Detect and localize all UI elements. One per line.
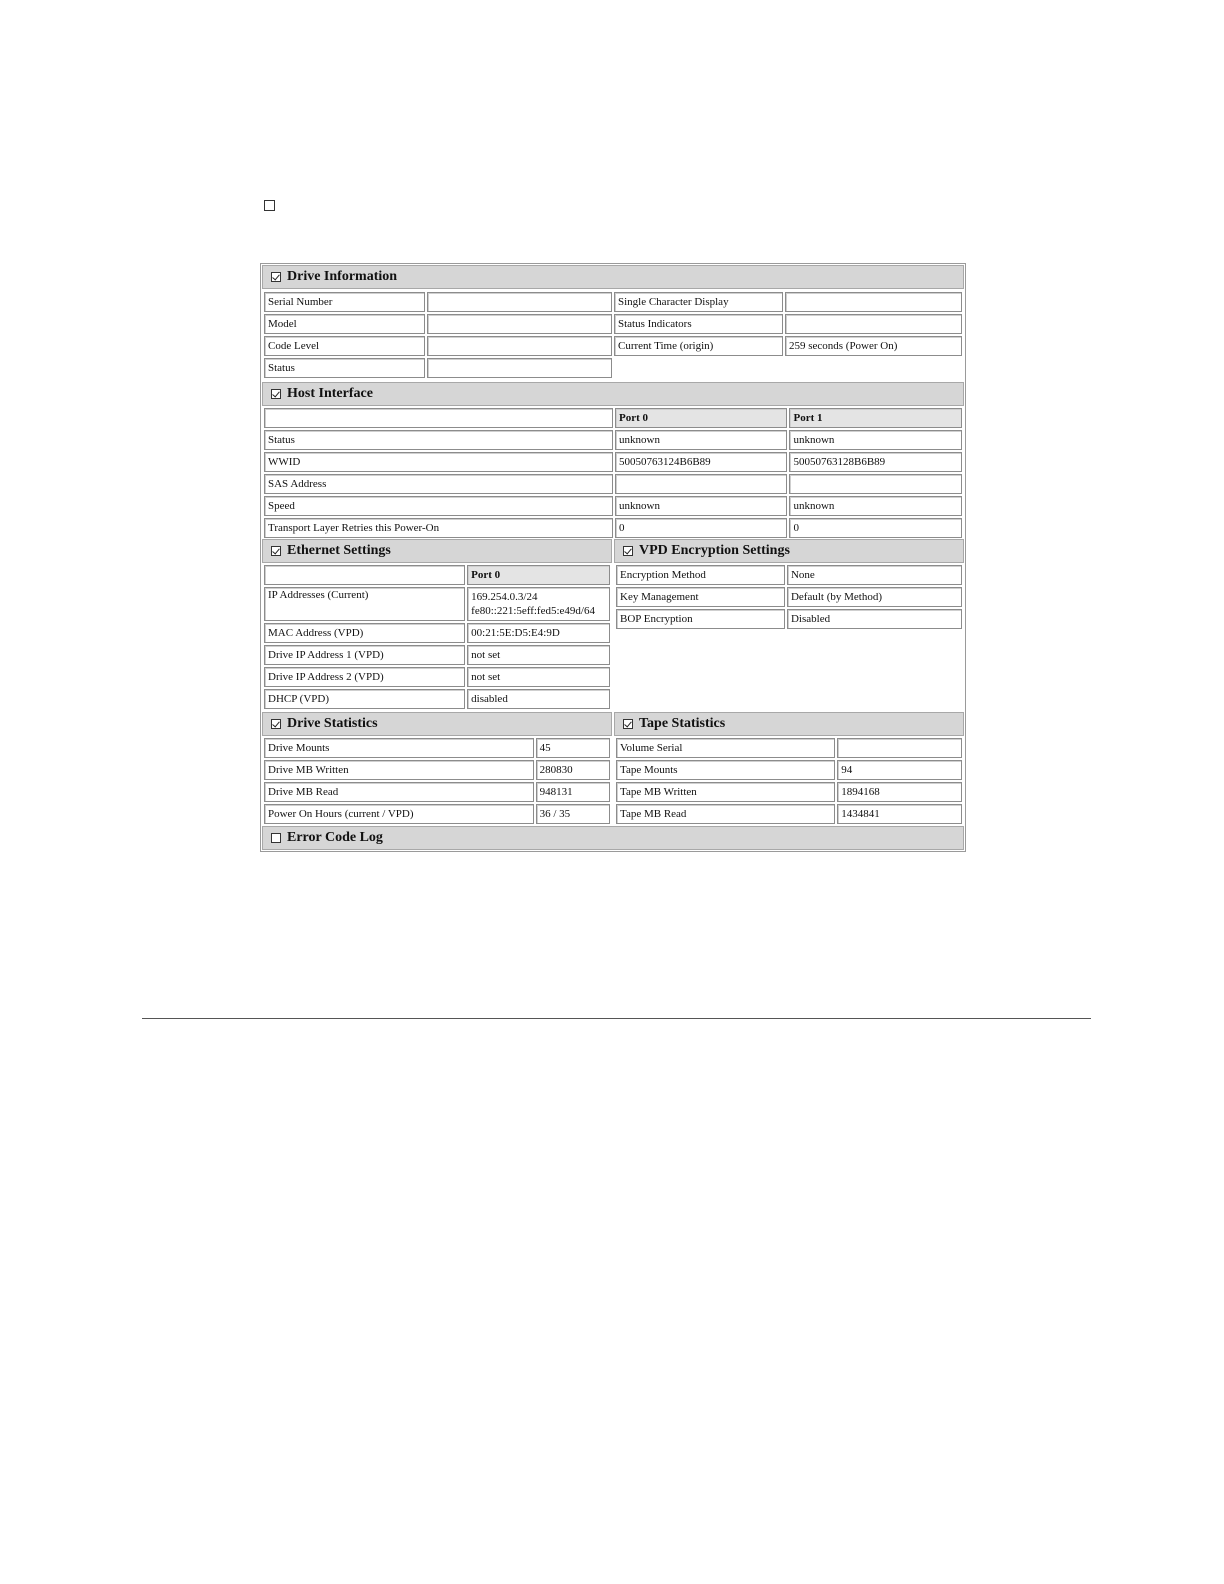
horizontal-divider [142, 1018, 1091, 1019]
label-cell: Status [264, 430, 613, 450]
host-interface-title: Host Interface [287, 386, 373, 401]
ethernet-settings-header[interactable] [262, 539, 612, 563]
value-cell [427, 336, 612, 356]
table-row [264, 430, 962, 450]
empty-cell [614, 358, 783, 378]
table-row [264, 689, 610, 709]
drive-statistics-table [262, 736, 612, 826]
error-code-log-toggle-checkbox[interactable] [271, 833, 281, 843]
label-cell: Drive MB Written [264, 760, 534, 780]
table-row [616, 782, 962, 802]
table-row [264, 782, 610, 802]
ipv6-address: fe80::221:5eff:fed5:e49d/64 [471, 605, 595, 617]
table-row [616, 804, 962, 824]
drive-information-header[interactable] [262, 265, 964, 289]
label-cell: MAC Address (VPD) [264, 623, 465, 643]
value-cell: disabled [467, 689, 610, 709]
value-cell: 1434841 [837, 804, 962, 824]
vpd-encryption-toggle-checkbox[interactable] [623, 546, 633, 556]
ethernet-settings-title: Ethernet Settings [287, 543, 391, 558]
column-header-port1: Port 1 [789, 408, 962, 428]
host-interface-header[interactable] [262, 382, 964, 406]
label-cell: WWID [264, 452, 613, 472]
drive-statistics-title: Drive Statistics [287, 716, 378, 731]
host-interface-table [262, 406, 964, 540]
label-cell: Tape MB Written [616, 782, 835, 802]
table-row [264, 358, 962, 378]
top-checkbox[interactable] [264, 200, 275, 211]
drive-statistics-toggle-checkbox[interactable] [271, 719, 281, 729]
host-interface-toggle-checkbox[interactable] [271, 389, 281, 399]
table-row [264, 452, 962, 472]
label-cell: Transport Layer Retries this Power-On [264, 518, 613, 538]
label-cell: Drive MB Read [264, 782, 534, 802]
vpd-encryption-table [614, 563, 964, 631]
label-cell: BOP Encryption [616, 609, 785, 629]
label-cell: Volume Serial [616, 738, 835, 758]
value-cell: 00:21:5E:D5:E4:9D [467, 623, 610, 643]
table-row [264, 760, 610, 780]
tape-statistics-toggle-checkbox[interactable] [623, 719, 633, 729]
value-cell [427, 358, 612, 378]
table-row [264, 587, 610, 621]
label-cell: DHCP (VPD) [264, 689, 465, 709]
drive-information-table [262, 290, 964, 380]
empty-cell [785, 358, 962, 378]
table-row [264, 623, 610, 643]
ethernet-settings-table [262, 563, 612, 711]
label-cell: SAS Address [264, 474, 613, 494]
label-cell: Tape MB Read [616, 804, 835, 824]
value-cell [837, 738, 962, 758]
vpd-encryption-title: VPD Encryption Settings [639, 543, 790, 558]
value-cell: 50050763124B6B89 [615, 452, 787, 472]
value-cell: 0 [615, 518, 787, 538]
label-cell: Drive Mounts [264, 738, 534, 758]
value-cell: 259 seconds (Power On) [785, 336, 962, 356]
table-row [264, 474, 962, 494]
label-cell: Key Management [616, 587, 785, 607]
label-cell: Speed [264, 496, 613, 516]
drive-statistics-header[interactable] [262, 712, 612, 736]
table-header-row [264, 565, 610, 585]
label-cell: Tape Mounts [616, 760, 835, 780]
drive-status-panel [260, 263, 966, 852]
value-cell: unknown [789, 496, 962, 516]
table-row [616, 738, 962, 758]
error-code-log-title: Error Code Log [287, 830, 383, 845]
label-cell: Status [264, 358, 425, 378]
value-cell [467, 587, 610, 621]
value-cell [789, 474, 962, 494]
value-cell: 1894168 [837, 782, 962, 802]
column-header [264, 565, 465, 585]
label-cell: Model [264, 314, 425, 334]
value-cell [427, 314, 612, 334]
value-cell [785, 292, 962, 312]
drive-information-title: Drive Information [287, 269, 398, 284]
ipv4-address: 169.254.0.3/24 [471, 591, 538, 603]
label-cell: Encryption Method [616, 565, 785, 585]
column-header-port0: Port 0 [615, 408, 787, 428]
value-cell [615, 474, 787, 494]
label-cell: Serial Number [264, 292, 425, 312]
value-cell: 948131 [536, 782, 610, 802]
ethernet-settings-toggle-checkbox[interactable] [271, 546, 281, 556]
table-row [264, 518, 962, 538]
error-code-log-header[interactable] [262, 826, 964, 850]
value-cell: None [787, 565, 962, 585]
label-cell: Drive IP Address 2 (VPD) [264, 667, 465, 687]
tape-statistics-title: Tape Statistics [639, 716, 726, 731]
table-row [264, 645, 610, 665]
table-row [264, 314, 962, 334]
value-cell [427, 292, 612, 312]
tape-statistics-header[interactable] [614, 712, 964, 736]
label-cell: Code Level [264, 336, 425, 356]
label-cell: Current Time (origin) [614, 336, 783, 356]
table-row [616, 587, 962, 607]
value-cell: not set [467, 667, 610, 687]
value-cell: 36 / 35 [536, 804, 610, 824]
value-cell [785, 314, 962, 334]
value-cell: 45 [536, 738, 610, 758]
value-cell: unknown [615, 496, 787, 516]
label-cell: Drive IP Address 1 (VPD) [264, 645, 465, 665]
value-cell: unknown [615, 430, 787, 450]
label-cell: Status Indicators [614, 314, 783, 334]
vpd-encryption-header[interactable] [614, 539, 964, 563]
table-row [264, 336, 962, 356]
value-cell: Default (by Method) [787, 587, 962, 607]
column-header-port0: Port 0 [467, 565, 610, 585]
value-cell: 280830 [536, 760, 610, 780]
table-row [264, 738, 610, 758]
table-row [264, 667, 610, 687]
tape-statistics-table [614, 736, 964, 826]
column-header [264, 408, 613, 428]
table-row [616, 565, 962, 585]
table-row [264, 804, 610, 824]
table-row [264, 496, 962, 516]
value-cell: unknown [789, 430, 962, 450]
value-cell: 50050763128B6B89 [789, 452, 962, 472]
value-cell: 0 [789, 518, 962, 538]
table-row [616, 609, 962, 629]
value-cell: 94 [837, 760, 962, 780]
label-cell: Power On Hours (current / VPD) [264, 804, 534, 824]
table-row [616, 760, 962, 780]
value-cell: not set [467, 645, 610, 665]
table-header-row [264, 408, 962, 428]
table-row [264, 292, 962, 312]
value-cell: Disabled [787, 609, 962, 629]
label-cell: Single Character Display [614, 292, 783, 312]
label-cell: IP Addresses (Current) [264, 587, 465, 621]
drive-information-toggle-checkbox[interactable] [271, 272, 281, 282]
